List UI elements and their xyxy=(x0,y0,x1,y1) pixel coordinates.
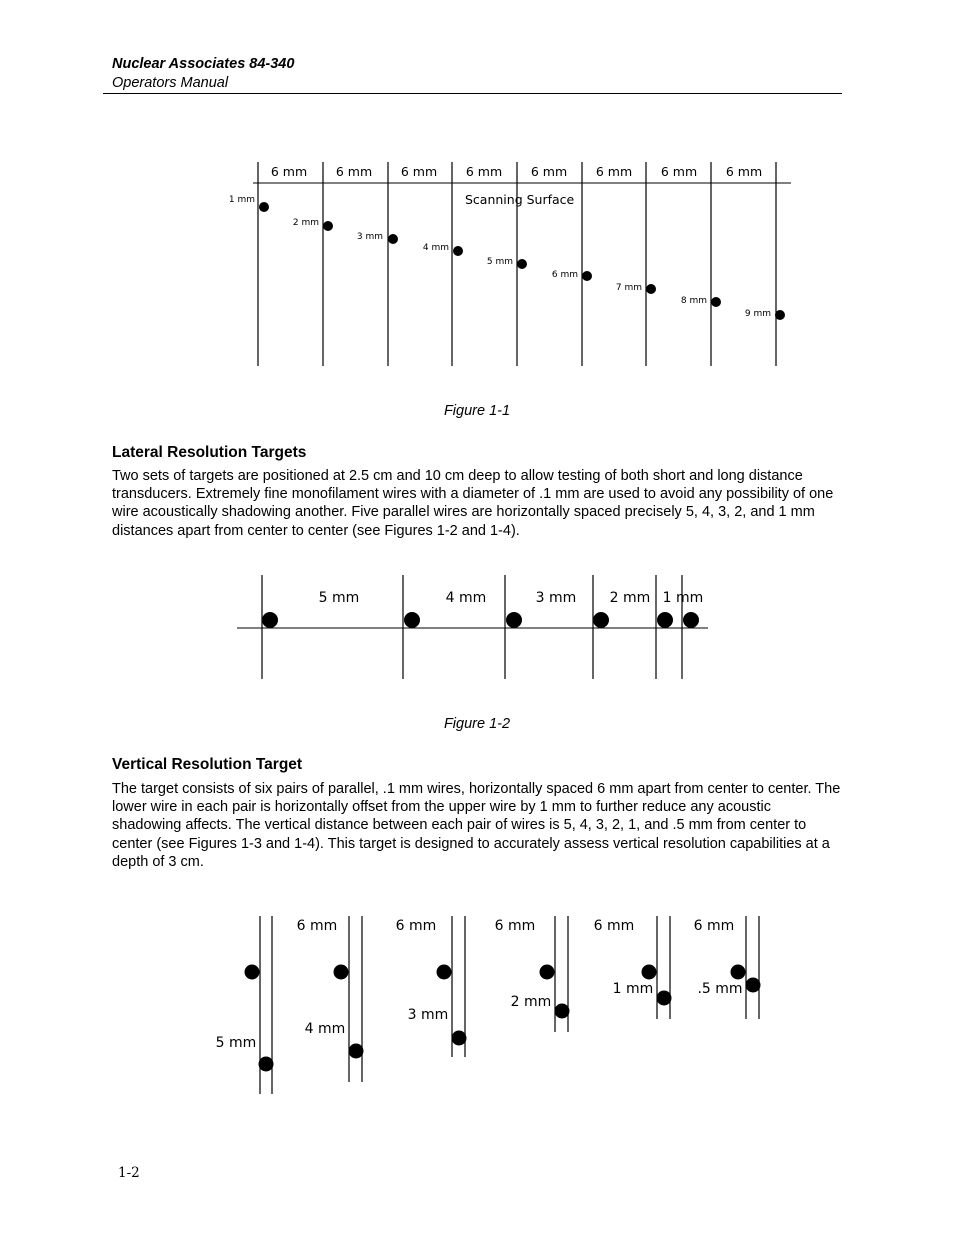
column-label: 6 mm xyxy=(725,164,763,179)
target-dot xyxy=(453,246,463,256)
depth-label: 2 mm xyxy=(292,218,319,228)
target-dot xyxy=(452,1031,467,1046)
pair-distance-label: 2 mm xyxy=(510,994,552,1010)
target-dot xyxy=(334,965,349,980)
target-dot xyxy=(259,1057,274,1072)
spacing-label: 2 mm xyxy=(609,590,651,606)
spacing-label: 3 mm xyxy=(535,590,577,606)
pair-distance-label: 1 mm xyxy=(612,981,654,997)
column-label: 6 mm xyxy=(595,164,633,179)
target-dot xyxy=(506,612,522,628)
depth-label: 7 mm xyxy=(615,283,642,293)
column-label: 6 mm xyxy=(530,164,568,179)
target-dot xyxy=(646,284,656,294)
target-dot xyxy=(711,297,721,307)
depth-label: 8 mm xyxy=(680,296,707,306)
target-dot xyxy=(349,1044,364,1059)
figure-1-3-diagram xyxy=(216,916,761,1094)
target-dot xyxy=(323,221,333,231)
target-dot xyxy=(657,991,672,1006)
target-dot xyxy=(259,202,269,212)
spacing-label: 4 mm xyxy=(445,590,487,606)
target-dot xyxy=(437,965,452,980)
column-label: 6 mm xyxy=(400,164,438,179)
vertical-resolution-paragraph: The target consists of six pairs of parallel, .1 mm wires, horizontally spaced 6 mm apart from center to center. The lower wire in each pair is horizontally offset from the upper wire by 1 mm to further reduce any acoustic shadowing affects. The vertical distance between each pair of wires is 5, 4, 3, 2, 1, and .5 mm from center to center (see Figures 1-3 and 1-4). This target is designed to accurately assess vertical resolution capabilities at a depth of 3 cm. xyxy=(112,781,841,870)
target-dot xyxy=(593,612,609,628)
target-dot xyxy=(731,965,746,980)
pair-distance-label: 5 mm xyxy=(215,1035,257,1051)
column-label: 6 mm xyxy=(335,164,373,179)
depth-label: 6 mm xyxy=(551,270,578,280)
document-title: Nuclear Associates 84-340 xyxy=(112,56,295,72)
spacing-label: 6 mm xyxy=(296,918,338,934)
depth-label: 5 mm xyxy=(486,257,513,267)
target-dot xyxy=(388,234,398,244)
spacing-label: 6 mm xyxy=(693,918,735,934)
target-dot xyxy=(775,310,785,320)
pair-distance-label: 4 mm xyxy=(304,1021,346,1037)
target-dot xyxy=(404,612,420,628)
target-dot xyxy=(517,259,527,269)
figure-1-1-diagram xyxy=(229,162,791,366)
target-dot xyxy=(262,612,278,628)
figure-1-2-caption: Figure 1-2 xyxy=(443,716,511,732)
header-divider xyxy=(103,93,842,94)
column-label: 6 mm xyxy=(660,164,698,179)
target-dot xyxy=(582,271,592,281)
depth-label: 3 mm xyxy=(356,232,383,242)
target-dot xyxy=(245,965,260,980)
page-number: 1-2 xyxy=(118,1165,140,1181)
figure-1-2-diagram xyxy=(237,575,708,679)
column-label: 6 mm xyxy=(465,164,503,179)
depth-label: 4 mm xyxy=(422,243,449,253)
figure-1-1-caption: Figure 1-1 xyxy=(443,403,511,419)
spacing-label: 5 mm xyxy=(318,590,360,606)
depth-label: 1 mm xyxy=(228,195,255,205)
target-dot xyxy=(657,612,673,628)
target-dot xyxy=(683,612,699,628)
column-label: 6 mm xyxy=(270,164,308,179)
target-dot xyxy=(540,965,555,980)
target-dot xyxy=(642,965,657,980)
lateral-resolution-paragraph: Two sets of targets are positioned at 2.5 cm and 10 cm deep to allow testing of both short and long distance transducers. Extremely fine monofilament wires with a diameter of .1 mm are used to avoid any possibility of one wire acoustically shadowing another. Five parallel wires are horizontally spaced precisely 5, 4, 3, 2, and 1 mm distances apart from center to center (see Figures 1-2 and 1-4). xyxy=(112,468,834,539)
pair-distance-label: 3 mm xyxy=(407,1007,449,1023)
target-dot xyxy=(555,1004,570,1019)
pair-distance-label: .5 mm xyxy=(697,981,743,997)
spacing-label: 6 mm xyxy=(494,918,536,934)
spacing-label: 6 mm xyxy=(395,918,437,934)
spacing-label: 6 mm xyxy=(593,918,635,934)
depth-label: 9 mm xyxy=(744,309,771,319)
scanning-surface-label: Scanning Surface xyxy=(465,192,575,207)
lateral-resolution-heading: Lateral Resolution Targets xyxy=(112,444,307,461)
target-dot xyxy=(746,978,761,993)
document-subtitle: Operators Manual xyxy=(112,75,229,91)
spacing-label: 1 mm xyxy=(662,590,704,606)
vertical-resolution-heading: Vertical Resolution Target xyxy=(112,756,303,773)
